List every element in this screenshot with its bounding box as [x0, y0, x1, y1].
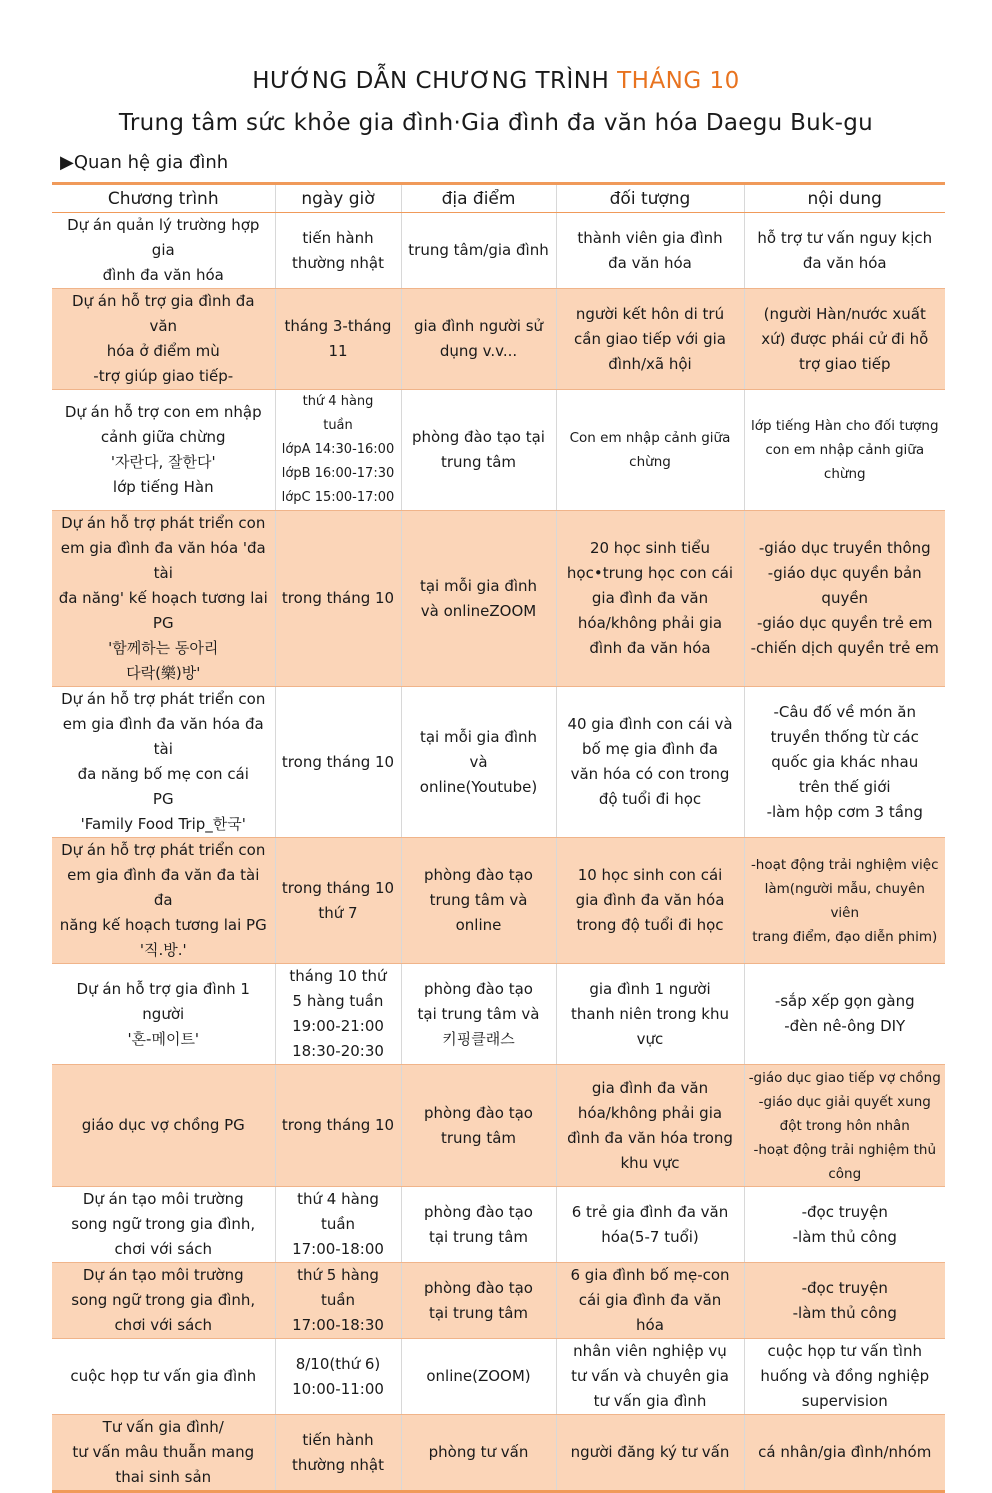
cell-line: và: [469, 752, 488, 771]
cell-line: thường nhật: [292, 1455, 384, 1474]
cell-line: tiến hành: [302, 228, 374, 247]
cell-line: 10:00-11:00: [292, 1379, 384, 1398]
title-prefix: HƯỚNG DẪN CHƯƠNG TRÌNH: [252, 68, 618, 94]
cell-line: đa năng bố mẹ con cái: [77, 765, 249, 783]
cell-line: đình đa văn hóa: [589, 639, 711, 657]
cell-line: đa năng' kế hoạch tương lai PG: [58, 589, 268, 632]
cell-line: -làm thủ công: [792, 1303, 897, 1322]
cell-program: [52, 1187, 275, 1263]
cell-line: lớpB 16:00-17:30: [281, 466, 395, 481]
cell-line: online(ZOOM): [426, 1367, 531, 1385]
cell-target: [556, 687, 744, 838]
cell-line: 5 hàng tuần: [292, 992, 384, 1010]
header-target: đối tượng: [556, 184, 744, 213]
cell-line: phòng đào tạo: [424, 979, 533, 998]
cell-target: [556, 1415, 744, 1492]
cell-line: hóa: [636, 1316, 664, 1334]
cell-line: hóa/không phải gia: [577, 614, 723, 632]
cell-line: người: [142, 1004, 185, 1023]
section-label: ▶Quan hệ gia đình: [60, 152, 229, 173]
cell-content: [744, 289, 945, 390]
cell-time: [275, 687, 401, 838]
cell-line: -giáo dục truyền thông: [758, 539, 931, 557]
cell-line: 다락(樂)방': [126, 664, 201, 682]
cell-line: chơi với sách: [114, 1240, 213, 1258]
cell-line: cái gia đình đa văn: [578, 1291, 722, 1309]
cell-line: trung tâm và: [429, 891, 528, 909]
cell-line: quốc gia khác nhau: [771, 752, 919, 771]
cell-line: trung tâm: [440, 1128, 517, 1147]
cell-line: 'Family Food Trip_한국': [80, 815, 246, 833]
cell-place: [401, 1415, 556, 1492]
cell-line: cá nhân/gia đình/nhóm: [758, 1443, 932, 1461]
cell-line: tiến hành: [302, 1430, 374, 1449]
cell-line: tư vấn gia đình: [593, 1392, 707, 1410]
cell-line: người kết hôn di trú: [575, 304, 725, 323]
cell-line: -Câu đố về món ăn: [773, 702, 916, 721]
cell-content: [744, 1339, 945, 1415]
table-body: [52, 213, 945, 1492]
cell-line: truyền thống từ các: [770, 727, 919, 746]
cell-line: tại mỗi gia đình: [419, 576, 538, 595]
cell-line: Dự án hỗ trợ con em nhập: [64, 403, 262, 421]
cell-line: thanh niên trong khu: [571, 1004, 729, 1023]
cell-program: [52, 289, 275, 390]
cell-target: [556, 964, 744, 1065]
cell-line: huống và đồng nghiệp: [760, 1367, 930, 1385]
cell-line: chơi với sách: [114, 1316, 213, 1334]
cell-line: cuộc họp tư vấn gia đình: [70, 1367, 257, 1385]
cell-line: 18:30-20:30: [292, 1042, 384, 1060]
cell-line: người đăng ký tư vấn: [570, 1443, 730, 1461]
cell-place: [401, 1065, 556, 1187]
cell-line: vực: [636, 1029, 664, 1048]
table-row: [52, 964, 945, 1065]
cell-program: [52, 1415, 275, 1492]
cell-content: [744, 1187, 945, 1263]
cell-line: trong tháng 10: [281, 752, 395, 771]
cell-line: tháng 3-tháng: [284, 317, 392, 335]
cell-line: đình đa văn hóa: [102, 266, 224, 284]
cell-line: phòng đào tạo: [424, 1103, 533, 1122]
cell-line: 17:00-18:30: [292, 1316, 384, 1334]
cell-place: [401, 687, 556, 838]
title-highlight: THÁNG 10: [617, 68, 740, 94]
cell-line: 20 học sinh tiểu: [589, 539, 711, 557]
cell-time: [275, 964, 401, 1065]
cell-line: gia đình đa văn: [591, 1078, 709, 1097]
table-row: [52, 289, 945, 390]
cell-time: [275, 1187, 401, 1263]
cell-line: (người Hàn/nước xuất: [763, 304, 926, 323]
cell-line: '자란다, 잘한다': [110, 453, 216, 471]
cell-content: [744, 838, 945, 964]
cell-line: tại trung tâm: [428, 1227, 529, 1246]
cell-line: chừng: [629, 454, 671, 470]
cell-line: tại mỗi gia đình: [419, 727, 538, 746]
cell-program: [52, 687, 275, 838]
cell-line: gia đình 1 người: [589, 979, 711, 998]
cell-line: 40 gia đình con cái và: [567, 715, 733, 733]
program-table: [52, 182, 945, 1493]
cell-line: '직.방.': [139, 941, 187, 959]
cell-target: [556, 1187, 744, 1263]
table-row: [52, 213, 945, 289]
cell-line: trong độ tuổi đi học: [576, 916, 724, 934]
cell-line: online: [455, 916, 502, 934]
cell-place: [401, 1339, 556, 1415]
cell-time: [275, 1065, 401, 1187]
cell-target: [556, 1339, 744, 1415]
cell-line: hóa/không phải gia: [577, 1103, 723, 1122]
cell-program: [52, 1263, 275, 1339]
cell-line: đột trong hôn nhân: [779, 1117, 910, 1134]
cell-line: thành viên gia đình: [577, 228, 723, 247]
cell-line: và onlineZOOM: [420, 601, 537, 620]
cell-line: Dự án hỗ trợ gia đình 1: [76, 979, 250, 998]
cell-program: [52, 511, 275, 687]
page-title: [0, 68, 992, 94]
cell-line: trung tâm/gia đình: [408, 241, 549, 259]
cell-time: [275, 1339, 401, 1415]
cell-line: đình/xã hội: [608, 354, 692, 373]
cell-time: [275, 838, 401, 964]
cell-content: [744, 1065, 945, 1187]
cell-line: -giáo dục quyền trẻ em: [756, 614, 933, 632]
cell-time: [275, 1415, 401, 1492]
cell-content: [744, 1263, 945, 1339]
cell-line: 10 học sinh con cái: [577, 866, 723, 884]
cell-line: dụng v.v...: [439, 342, 518, 360]
cell-line: 17:00-18:00: [292, 1240, 384, 1258]
cell-target: [556, 838, 744, 964]
cell-target: [556, 390, 744, 511]
cell-place: [401, 838, 556, 964]
header-place: địa điểm: [401, 184, 556, 213]
table-row: [52, 511, 945, 687]
cell-line: con em nhập cảnh giữa chừng: [765, 442, 925, 482]
cell-line: học•trung học con cái: [566, 564, 734, 582]
table-row: [52, 838, 945, 964]
cell-line: trên thế giới: [798, 777, 891, 796]
cell-line: tại trung tâm và: [417, 1004, 540, 1023]
cell-line: gia đình đa văn hóa: [575, 891, 725, 909]
cell-line: -sắp xếp gọn gàng: [774, 992, 915, 1010]
cell-line: 6 trẻ gia đình đa văn: [571, 1202, 729, 1221]
cell-line: thứ 4 hàng: [302, 394, 374, 409]
cell-line: khu vực: [620, 1153, 680, 1172]
cell-line: -giáo dục giao tiếp vợ chồng: [748, 1069, 941, 1086]
cell-line: -giáo dục giải quyết xung: [758, 1093, 931, 1110]
cell-line: '함께하는 동아리: [108, 639, 219, 657]
cell-line: tư vấn mâu thuẫn mang: [72, 1443, 255, 1461]
cell-line: thai sinh sản: [115, 1468, 212, 1486]
cell-line: em gia đình đa văn hóa 'đa tài: [60, 539, 266, 582]
cell-target: [556, 1263, 744, 1339]
cell-line: -đọc truyện: [801, 1202, 888, 1221]
cell-line: lớp tiếng Hàn cho đối tượng: [750, 418, 939, 434]
cell-line: -đọc truyện: [801, 1278, 888, 1297]
cell-program: [52, 1065, 275, 1187]
cell-line: em gia đình đa văn đa tài đa: [67, 866, 260, 909]
cell-time: [275, 213, 401, 289]
cell-line: Dự án hỗ trợ phát triển con: [61, 514, 266, 532]
cell-line: supervision: [801, 1392, 888, 1410]
cell-content: [744, 964, 945, 1065]
cell-line: 6 gia đình bố mẹ-con: [570, 1266, 730, 1284]
table-row: [52, 1187, 945, 1263]
cell-line: phòng đào tạo: [424, 866, 533, 884]
cell-line: hóa ở điểm mù: [106, 342, 220, 360]
cell-line: phòng tư vấn: [428, 1443, 529, 1461]
table-row: [52, 1263, 945, 1339]
cell-line: thường nhật: [292, 253, 384, 272]
cell-place: [401, 1187, 556, 1263]
cell-line: cuộc họp tư vấn tình: [767, 1342, 922, 1360]
cell-line: trợ giao tiếp: [798, 354, 891, 373]
cell-content: [744, 390, 945, 511]
cell-line: tuần: [323, 418, 353, 433]
cell-line: Dự án tạo môi trường: [82, 1190, 244, 1208]
cell-content: [744, 213, 945, 289]
cell-line: Con em nhập cảnh giữa: [569, 430, 731, 446]
cell-line: em gia đình đa văn hóa đa tài: [62, 715, 264, 758]
cell-line: online(Youtube): [419, 777, 538, 796]
cell-line: -đèn nê-ông DIY: [784, 1017, 906, 1035]
cell-line: song ngữ trong gia đình,: [71, 1215, 256, 1233]
cell-program: [52, 390, 275, 511]
cell-line: trang điểm, đạo diễn phim): [752, 928, 938, 945]
cell-line: lớp tiếng Hàn: [112, 478, 214, 496]
cell-line: 19:00-21:00: [292, 1017, 384, 1035]
header-program: Chương trình: [52, 184, 275, 213]
cell-content: [744, 511, 945, 687]
cell-line: năng kế hoạch tương lai PG: [59, 916, 267, 934]
cell-line: trong tháng 10: [281, 589, 395, 607]
cell-line: gia đình đa văn: [591, 589, 709, 607]
cell-time: [275, 1263, 401, 1339]
cell-line: 11: [328, 342, 348, 360]
cell-line: tháng 10 thứ: [289, 967, 387, 985]
cell-place: [401, 213, 556, 289]
cell-content: [744, 1415, 945, 1492]
header-content: nội dung: [744, 184, 945, 213]
cell-line: giáo dục vợ chồng PG: [81, 1116, 245, 1134]
cell-line: Tư vấn gia đình/: [102, 1418, 224, 1436]
cell-line: -làm hộp cơm 3 tầng: [766, 802, 923, 821]
cell-line: bố mẹ gia đình đa: [582, 740, 718, 758]
cell-time: [275, 511, 401, 687]
cell-line: cần giao tiếp với gia: [574, 329, 726, 348]
cell-line: -trợ giúp giao tiếp-: [93, 367, 234, 385]
cell-line: phòng đào tạo: [424, 1278, 533, 1297]
table-row: [52, 1339, 945, 1415]
cell-time: [275, 390, 401, 511]
cell-line: trong tháng 10: [281, 878, 395, 897]
table-row: [52, 1065, 945, 1187]
cell-line: lớpA 14:30-16:00: [281, 442, 395, 457]
cell-line: PG: [152, 790, 174, 808]
page-subtitle: Trung tâm sức khỏe gia đình·Gia đình đa văn hóa Daegu Buk-gu: [118, 110, 874, 136]
cell-place: [401, 289, 556, 390]
cell-line: lớpC 15:00-17:00: [281, 490, 395, 505]
cell-line: thứ 4 hàng tuần: [297, 1190, 379, 1233]
cell-line: công: [828, 1165, 862, 1182]
cell-place: [401, 390, 556, 511]
cell-line: văn hóa có con trong: [570, 765, 730, 783]
table-row: [52, 687, 945, 838]
cell-line: Dự án hỗ trợ phát triển con: [61, 690, 266, 708]
cell-line: đình đa văn hóa trong: [567, 1128, 733, 1147]
table-row: [52, 390, 945, 511]
cell-line: -làm thủ công: [792, 1227, 897, 1246]
cell-line: nhân viên nghiệp vụ: [573, 1342, 727, 1360]
cell-program: [52, 213, 275, 289]
cell-time: [275, 289, 401, 390]
cell-target: [556, 289, 744, 390]
cell-line: tư vấn và chuyên gia: [571, 1367, 729, 1385]
cell-line: độ tuổi đi học: [598, 790, 702, 808]
table-header-row: [52, 184, 945, 213]
cell-line: -chiến dịch quyền trẻ em: [750, 639, 939, 657]
cell-program: [52, 964, 275, 1065]
cell-line: gia đình người sử: [413, 317, 544, 335]
cell-line: phòng đào tạo tại: [412, 428, 545, 446]
cell-line: song ngữ trong gia đình,: [71, 1291, 256, 1309]
cell-target: [556, 1065, 744, 1187]
cell-program: [52, 838, 275, 964]
cell-line: đa văn hóa: [802, 253, 887, 272]
cell-line: Dự án hỗ trợ phát triển con: [61, 841, 266, 859]
cell-line: Dự án quản lý trường hợp gia: [67, 216, 260, 259]
cell-line: '혼-메이트': [127, 1029, 200, 1048]
cell-line: thứ 7: [318, 903, 358, 922]
cell-line: xứ) được phái cử đi hỗ: [761, 329, 929, 348]
cell-line: hỗ trợ tư vấn nguy kịch: [757, 228, 933, 247]
cell-line: Dự án tạo môi trường: [82, 1266, 244, 1284]
cell-target: [556, 511, 744, 687]
cell-line: 8/10(thứ 6): [295, 1354, 381, 1373]
cell-line: cảnh giữa chừng: [100, 428, 226, 446]
cell-target: [556, 213, 744, 289]
cell-line: -hoạt động trải nghiệm thủ: [753, 1141, 937, 1158]
cell-place: [401, 964, 556, 1065]
cell-line: trong tháng 10: [281, 1116, 395, 1134]
cell-content: [744, 687, 945, 838]
cell-line: thứ 5 hàng tuần: [297, 1266, 379, 1309]
cell-line: đa văn hóa: [608, 253, 692, 272]
header-time: ngày giờ: [275, 184, 401, 213]
cell-line: tại trung tâm: [428, 1303, 529, 1322]
cell-place: [401, 511, 556, 687]
cell-line: -giáo dục quyền bản quyền: [767, 564, 922, 607]
cell-line: trung tâm: [440, 453, 517, 471]
table-row: [52, 1415, 945, 1492]
cell-line: làm(người mẫu, chuyên viên: [764, 880, 925, 921]
cell-line: 키핑클래스: [442, 1029, 515, 1048]
cell-line: phòng đào tạo: [424, 1202, 533, 1221]
cell-line: -hoạt động trải nghiệm việc: [750, 856, 939, 873]
cell-place: [401, 1263, 556, 1339]
cell-line: Dự án hỗ trợ gia đình đa văn: [71, 292, 255, 335]
cell-program: [52, 1339, 275, 1415]
cell-line: hóa(5-7 tuổi): [601, 1227, 699, 1246]
